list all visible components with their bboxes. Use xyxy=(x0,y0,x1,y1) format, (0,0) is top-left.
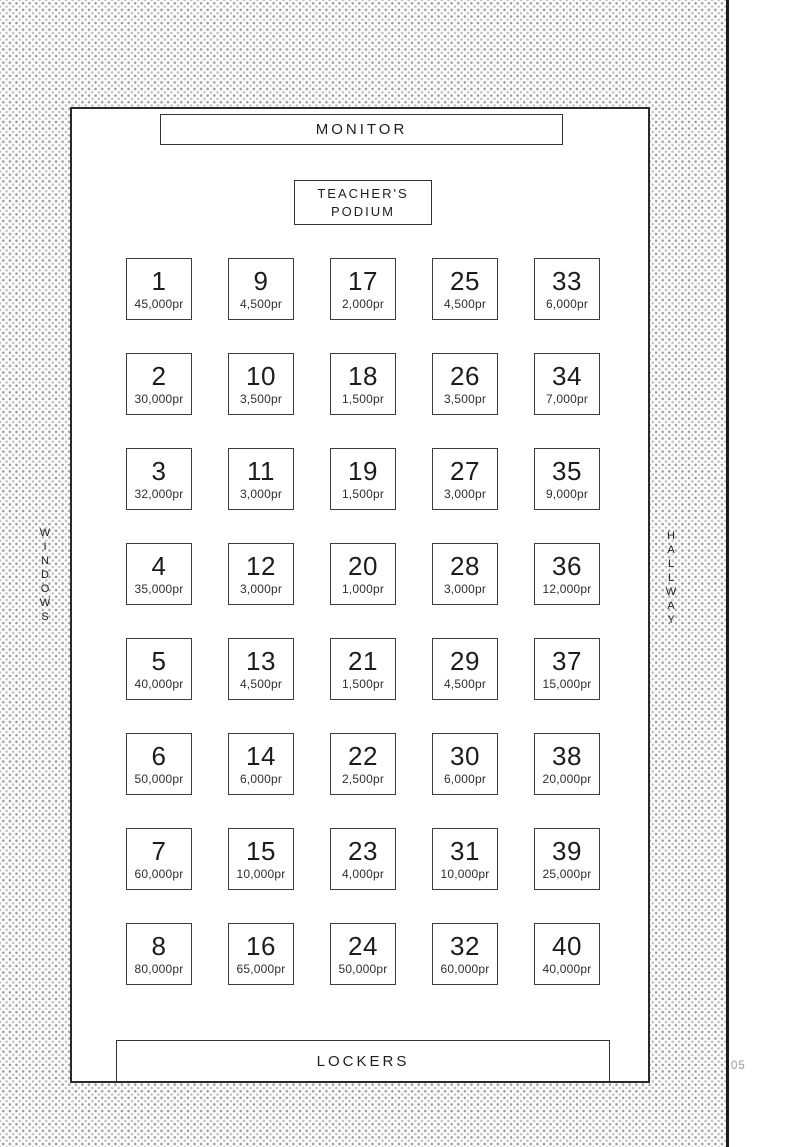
seat-number: 23 xyxy=(348,835,378,866)
seat-price: 35,000pr xyxy=(134,581,184,596)
seat-34 xyxy=(534,353,600,415)
page-edge-line xyxy=(726,0,729,1147)
seat-number: 38 xyxy=(552,740,582,771)
seat-23 xyxy=(330,828,396,890)
podium-label-line2: PODIUM xyxy=(331,203,395,219)
monitor-box xyxy=(160,114,563,145)
teachers-podium-box xyxy=(294,180,432,225)
seat-39 xyxy=(534,828,600,890)
seat-number: 22 xyxy=(348,740,378,771)
seat-price: 3,000pr xyxy=(239,486,283,501)
seat-price: 7,000pr xyxy=(545,391,589,406)
seat-number: 37 xyxy=(552,645,582,676)
seat-8 xyxy=(126,923,192,985)
seat-number: 4 xyxy=(151,550,167,581)
seat-24 xyxy=(330,923,396,985)
seat-number: 32 xyxy=(450,930,480,961)
seat-2 xyxy=(126,353,192,415)
seat-number: 10 xyxy=(246,360,276,391)
seat-14 xyxy=(228,733,294,795)
seat-number: 21 xyxy=(348,645,378,676)
seat-number: 25 xyxy=(450,265,480,296)
seat-number: 20 xyxy=(348,550,378,581)
seat-number: 1 xyxy=(151,265,167,296)
seat-number: 34 xyxy=(552,360,582,391)
seat-11 xyxy=(228,448,294,510)
seat-price: 3,000pr xyxy=(443,581,487,596)
seat-number: 24 xyxy=(348,930,378,961)
seat-price: 10,000pr xyxy=(236,866,286,881)
seat-16 xyxy=(228,923,294,985)
seat-31 xyxy=(432,828,498,890)
seat-38 xyxy=(534,733,600,795)
seat-number: 13 xyxy=(246,645,276,676)
seat-number: 30 xyxy=(450,740,480,771)
windows-label: WINDOWS xyxy=(39,527,51,625)
seat-number: 14 xyxy=(246,740,276,771)
seat-price: 2,500pr xyxy=(341,771,385,786)
seat-price: 30,000pr xyxy=(134,391,184,406)
seat-number: 40 xyxy=(552,930,582,961)
seat-37 xyxy=(534,638,600,700)
seat-price: 2,000pr xyxy=(341,296,385,311)
seat-3 xyxy=(126,448,192,510)
seat-7 xyxy=(126,828,192,890)
seat-price: 3,500pr xyxy=(443,391,487,406)
seat-25 xyxy=(432,258,498,320)
seat-price: 32,000pr xyxy=(134,486,184,501)
seat-number: 39 xyxy=(552,835,582,866)
seat-price: 65,000pr xyxy=(236,961,286,976)
seat-price: 20,000pr xyxy=(542,771,592,786)
seat-40 xyxy=(534,923,600,985)
seat-number: 2 xyxy=(151,360,167,391)
seat-number: 15 xyxy=(246,835,276,866)
seat-price: 3,500pr xyxy=(239,391,283,406)
seat-number: 26 xyxy=(450,360,480,391)
seat-number: 8 xyxy=(151,930,167,961)
seat-price: 1,000pr xyxy=(341,581,385,596)
seat-18 xyxy=(330,353,396,415)
seat-number: 28 xyxy=(450,550,480,581)
seat-price: 60,000pr xyxy=(134,866,184,881)
seat-15 xyxy=(228,828,294,890)
seat-price: 50,000pr xyxy=(338,961,388,976)
seat-price: 40,000pr xyxy=(134,676,184,691)
seat-price: 1,500pr xyxy=(341,486,385,501)
seat-price: 10,000pr xyxy=(440,866,490,881)
seat-12 xyxy=(228,543,294,605)
seat-35 xyxy=(534,448,600,510)
seat-grid xyxy=(126,258,600,985)
seat-price: 6,000pr xyxy=(443,771,487,786)
seat-6 xyxy=(126,733,192,795)
seat-10 xyxy=(228,353,294,415)
lockers-label: LOCKERS xyxy=(316,1052,410,1070)
seat-26 xyxy=(432,353,498,415)
seat-number: 3 xyxy=(151,455,167,486)
seat-number: 18 xyxy=(348,360,378,391)
seat-number: 35 xyxy=(552,455,582,486)
seat-19 xyxy=(330,448,396,510)
seat-number: 6 xyxy=(151,740,167,771)
seat-price: 12,000pr xyxy=(542,581,592,596)
seat-price: 4,000pr xyxy=(341,866,385,881)
seat-price: 4,500pr xyxy=(443,296,487,311)
seat-4 xyxy=(126,543,192,605)
seat-number: 9 xyxy=(253,265,269,296)
seat-number: 33 xyxy=(552,265,582,296)
seat-28 xyxy=(432,543,498,605)
hallway-label: HALLWAY xyxy=(665,530,677,628)
seat-price: 50,000pr xyxy=(134,771,184,786)
seat-number: 12 xyxy=(246,550,276,581)
seat-price: 4,500pr xyxy=(443,676,487,691)
seat-number: 16 xyxy=(246,930,276,961)
page-number: 05 xyxy=(731,1060,746,1072)
seat-22 xyxy=(330,733,396,795)
seat-number: 7 xyxy=(151,835,167,866)
seat-30 xyxy=(432,733,498,795)
seat-price: 45,000pr xyxy=(134,296,184,311)
seat-price: 1,500pr xyxy=(341,391,385,406)
seat-price: 6,000pr xyxy=(239,771,283,786)
seat-17 xyxy=(330,258,396,320)
seat-price: 4,500pr xyxy=(239,296,283,311)
seat-price: 80,000pr xyxy=(134,961,184,976)
seat-price: 15,000pr xyxy=(542,676,592,691)
seat-9 xyxy=(228,258,294,320)
podium-label-line1: TEACHER'S xyxy=(317,185,409,201)
seat-20 xyxy=(330,543,396,605)
seat-price: 25,000pr xyxy=(542,866,592,881)
seat-36 xyxy=(534,543,600,605)
seat-number: 11 xyxy=(247,455,275,486)
seat-13 xyxy=(228,638,294,700)
seat-price: 6,000pr xyxy=(545,296,589,311)
seat-number: 19 xyxy=(348,455,378,486)
seat-number: 29 xyxy=(450,645,480,676)
seat-33 xyxy=(534,258,600,320)
seat-price: 3,000pr xyxy=(443,486,487,501)
seat-27 xyxy=(432,448,498,510)
seat-price: 60,000pr xyxy=(440,961,490,976)
seat-29 xyxy=(432,638,498,700)
lockers-box xyxy=(116,1040,610,1081)
seat-number: 36 xyxy=(552,550,582,581)
seat-number: 17 xyxy=(348,265,378,296)
seat-price: 1,500pr xyxy=(341,676,385,691)
seat-price: 3,000pr xyxy=(239,581,283,596)
seat-number: 31 xyxy=(450,835,480,866)
seat-price: 40,000pr xyxy=(542,961,592,976)
seat-1 xyxy=(126,258,192,320)
seat-price: 9,000pr xyxy=(545,486,589,501)
seat-32 xyxy=(432,923,498,985)
seat-price: 4,500pr xyxy=(239,676,283,691)
seat-21 xyxy=(330,638,396,700)
seat-number: 27 xyxy=(450,455,480,486)
classroom-outline xyxy=(70,107,650,1083)
seat-5 xyxy=(126,638,192,700)
seat-number: 5 xyxy=(151,645,167,676)
monitor-label: MONITOR xyxy=(315,121,408,138)
